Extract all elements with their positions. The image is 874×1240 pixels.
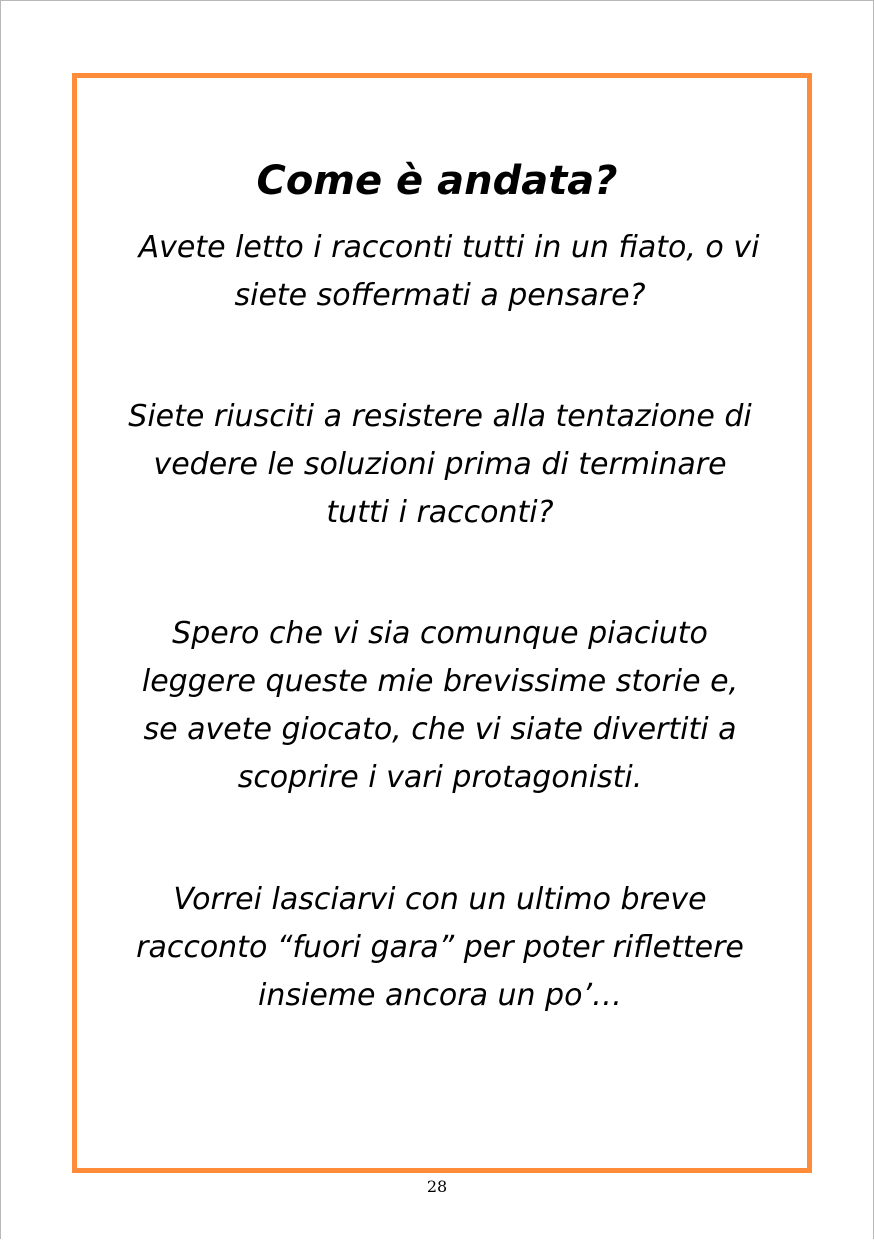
paragraph-line: tutti i racconti?: [326, 495, 554, 530]
page-title: Come è andata?: [256, 158, 618, 204]
paragraph-hope: [80, 610, 800, 802]
paragraph-line: Avete letto i racconti tutti in un fiato, o vi: [138, 230, 760, 265]
paragraph-line: vedere le soluzioni prima di terminare: [153, 447, 727, 482]
paragraph-line: siete soffermati a pensare?: [234, 278, 646, 313]
paragraph-farewell: [80, 876, 800, 1020]
page-number: 28: [426, 1177, 448, 1196]
paragraph-reading-question: [80, 224, 800, 320]
paragraph-line: leggere queste mie brevissime storie e,: [141, 664, 739, 699]
paragraph-line: insieme ancora un po’…: [258, 978, 622, 1013]
paragraph-line: Vorrei lasciarvi con un ultimo breve: [173, 882, 707, 917]
paragraph-line: Siete riusciti a resistere alla tentazione di: [128, 399, 752, 434]
paragraph-line: scoprire i vari protagonisti.: [237, 760, 643, 795]
paragraph-line: se avete giocato, che vi siate divertiti a: [143, 712, 737, 747]
paragraph-line: Spero che vi sia comunque piaciuto: [172, 616, 708, 651]
paragraph-line: racconto “fuori gara” per poter riflettere: [136, 930, 744, 965]
paragraph-solutions-question: [80, 393, 800, 537]
